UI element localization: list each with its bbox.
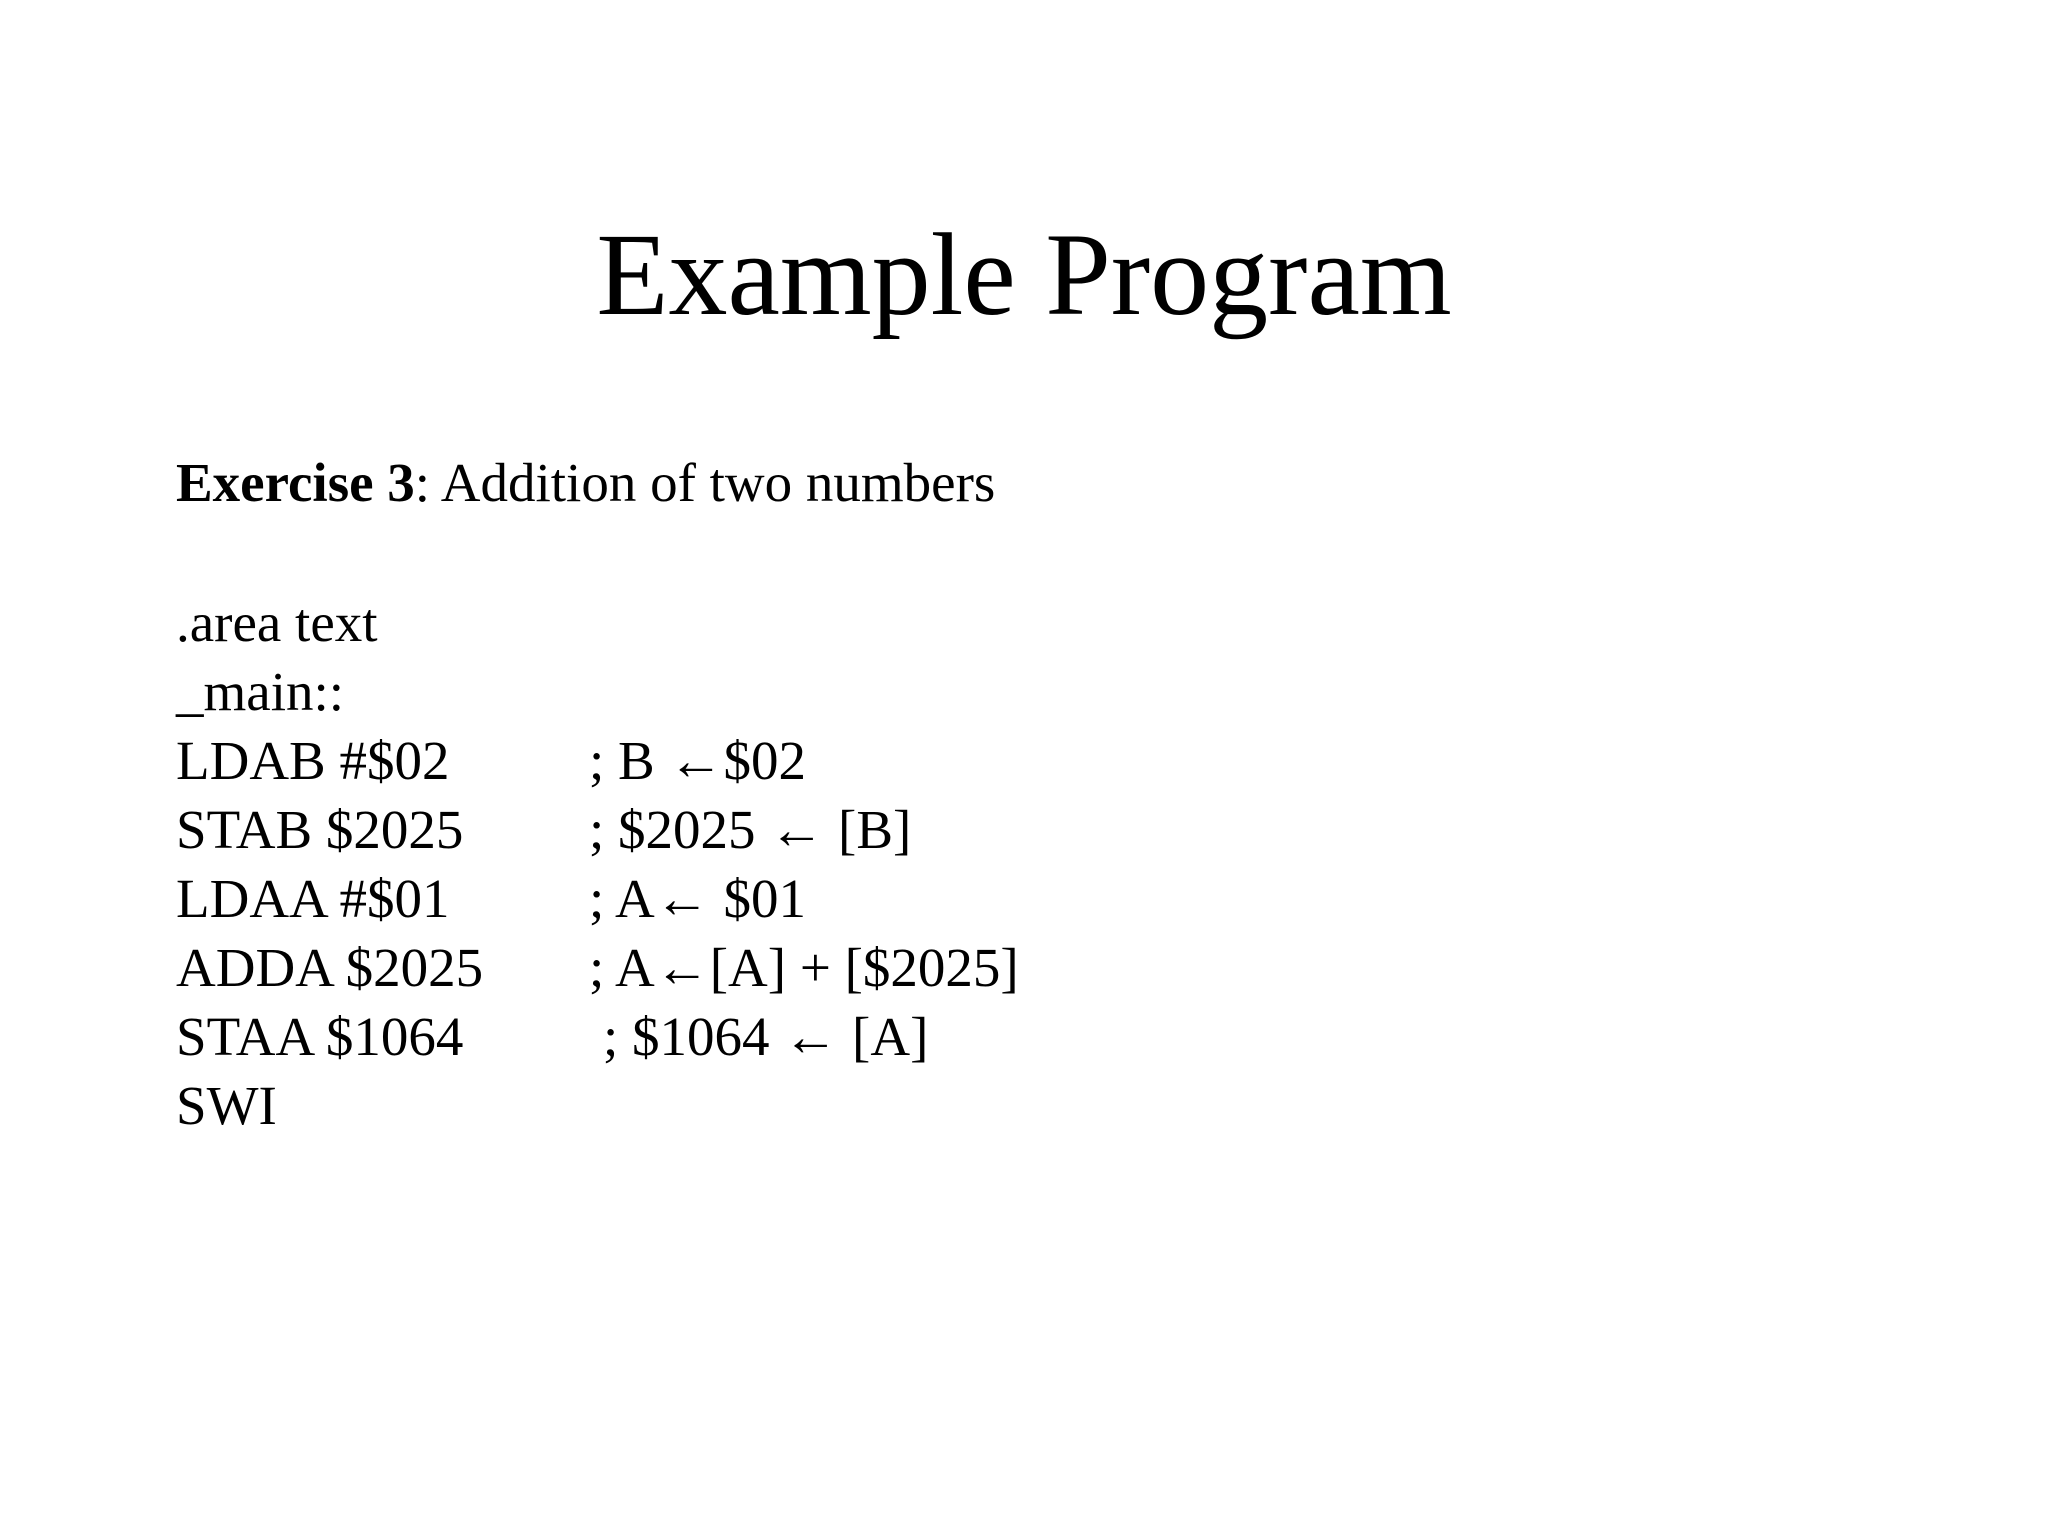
exercise-heading bbox=[176, 448, 995, 518]
code-instruction: ADDA $2025 bbox=[176, 937, 484, 998]
code-instruction: LDAB #$02 bbox=[176, 730, 450, 791]
slide-title: Example Program bbox=[596, 209, 1452, 340]
code-comment: ; A←[A] + [$2025] bbox=[589, 937, 1019, 998]
code-comment: ; $1064 ← [A] bbox=[603, 1006, 929, 1067]
code-comment: ; A← $01 bbox=[589, 868, 806, 929]
exercise-description: Addition of two numbers bbox=[430, 452, 996, 513]
code-instruction: _main:: bbox=[176, 661, 345, 722]
code-instruction: SWI bbox=[176, 1075, 277, 1136]
code-instruction: STAB $2025 bbox=[176, 799, 464, 860]
exercise-separator: : bbox=[414, 452, 431, 513]
code-comment: ; B ←$02 bbox=[589, 730, 806, 791]
exercise-label: Exercise 3 bbox=[176, 452, 415, 513]
code-instruction: .area text bbox=[176, 592, 378, 653]
code-comment: ; $2025 ← [B] bbox=[589, 799, 912, 860]
code-instruction: LDAA #$01 bbox=[176, 868, 450, 929]
code-instruction: STAA $1064 bbox=[176, 1006, 464, 1067]
